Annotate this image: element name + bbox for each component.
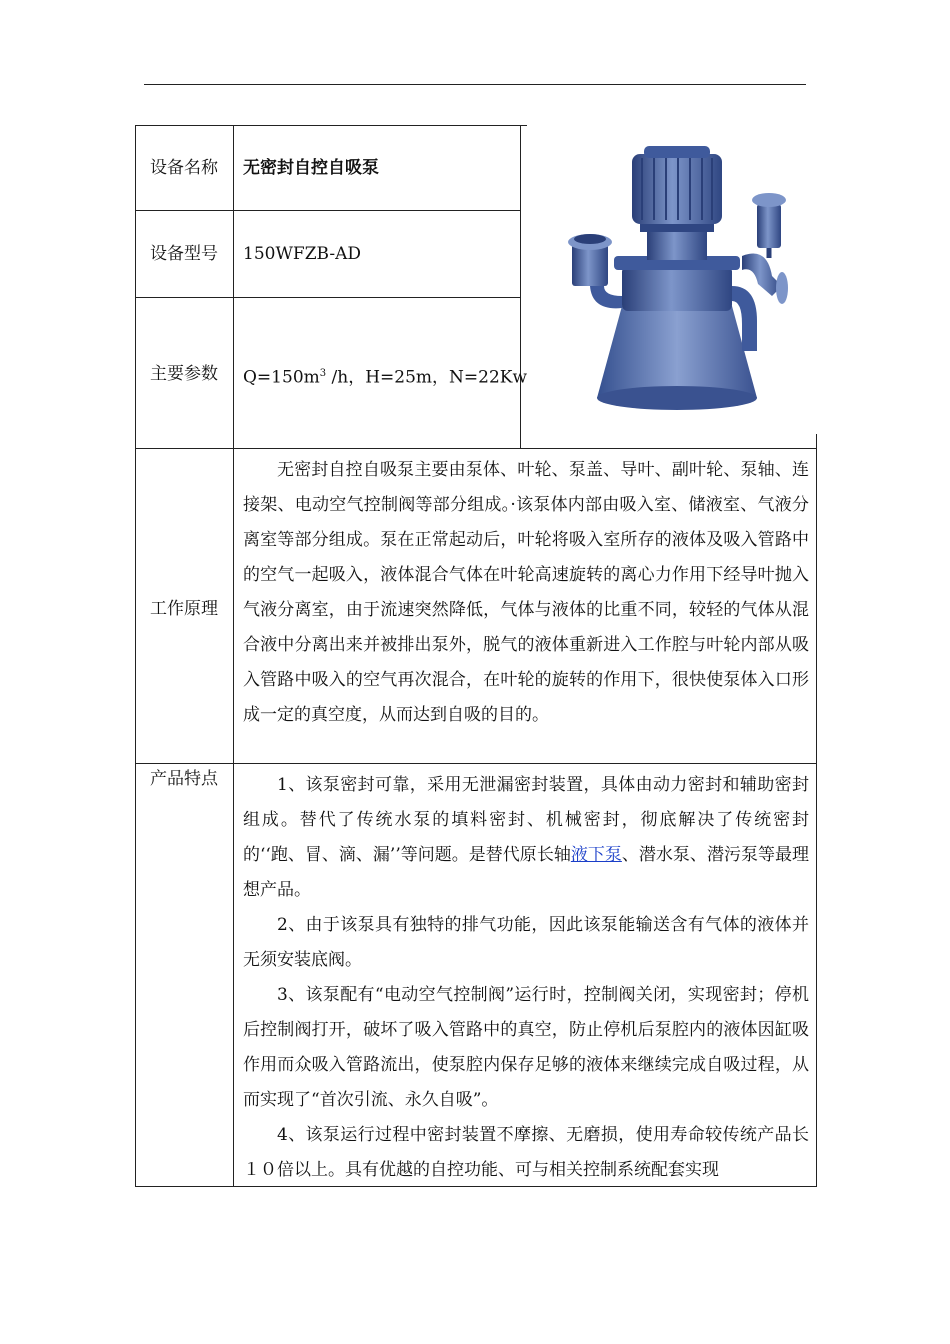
pump-link[interactable]: 液下泵 — [570, 845, 622, 865]
name-label: 设备名称 — [150, 158, 218, 178]
params-value: $Q=150m^3$ /h，H=25m，N=22Kw — [243, 367, 528, 388]
principle-label: 工作原理 — [150, 599, 218, 619]
feature-3: 3、该泵配有“电动空气控制阀”运行时，控制阀关闭，实现密封；停机后控制阀打开，破坏了吸入管路中的真空，防止停机后泵腔内的液体因缸吸作用而众吸入管路流出，使泵腔内保存足够的液体来继续完成自吸过程，从而实现了“首次引流、永久自吸”。 — [243, 985, 809, 1110]
name-value: 无密封自控自吸泵 — [243, 158, 379, 178]
header-rule — [144, 84, 806, 85]
feature-2: 2、由于该泵具有独特的排气功能，因此该泵能输送含有气体的液体并无须安装底阀。 — [243, 915, 809, 970]
model-value: 150WFZB-AD — [243, 244, 361, 264]
features-label: 产品特点 — [150, 769, 218, 789]
features-text — [243, 768, 809, 1188]
params-label: 主要参数 — [150, 364, 218, 384]
pump-photo-icon — [552, 136, 802, 421]
feature-1: 1、该泵密封可靠，采用无泄漏密封装置，具体由动力密封和辅助密封组成。替代了传统水泵的填料密封、机械密封，彻底解决了传统密封的‘‘跑、冒、滴、漏’’等问题。是替代原长轴液下泵、潜水泵、潜污泵等最理想产品。 — [243, 775, 810, 900]
principle-text: 无密封自控自吸泵主要由泵体、叶轮、泵盖、导叶、副叶轮、泵轴、连接架、电动空气控制阀等部分组成。·该泵体内部由吸入室、储液室、气液分离室等部分组成。泵在正常起动后，叶轮将吸入室所存的液体及吸入管路中的空气一起吸入，液体混合气体在叶轮高速旋转的离心力作用下经导叶抛入气液分离室，由于流速突然降低，气体与液体的比重不同，较轻的气体从混合液中分离出来并被排出泵外，脱气的液体重新进入工作腔与叶轮内部从吸入管路中吸入的空气再次混合，在叶轮的旋转的作用下，很快使泵体入口形成一定的真空度，从而达到自吸的目的。 — [243, 460, 809, 725]
model-label: 设备型号 — [150, 244, 218, 264]
feature-4: 4、该泵运行过程中密封装置不摩擦、无磨损，使用寿命较传统产品长１０倍以上。具有优越的自控功能、可与相关控制系统配套实现 — [243, 1125, 809, 1180]
